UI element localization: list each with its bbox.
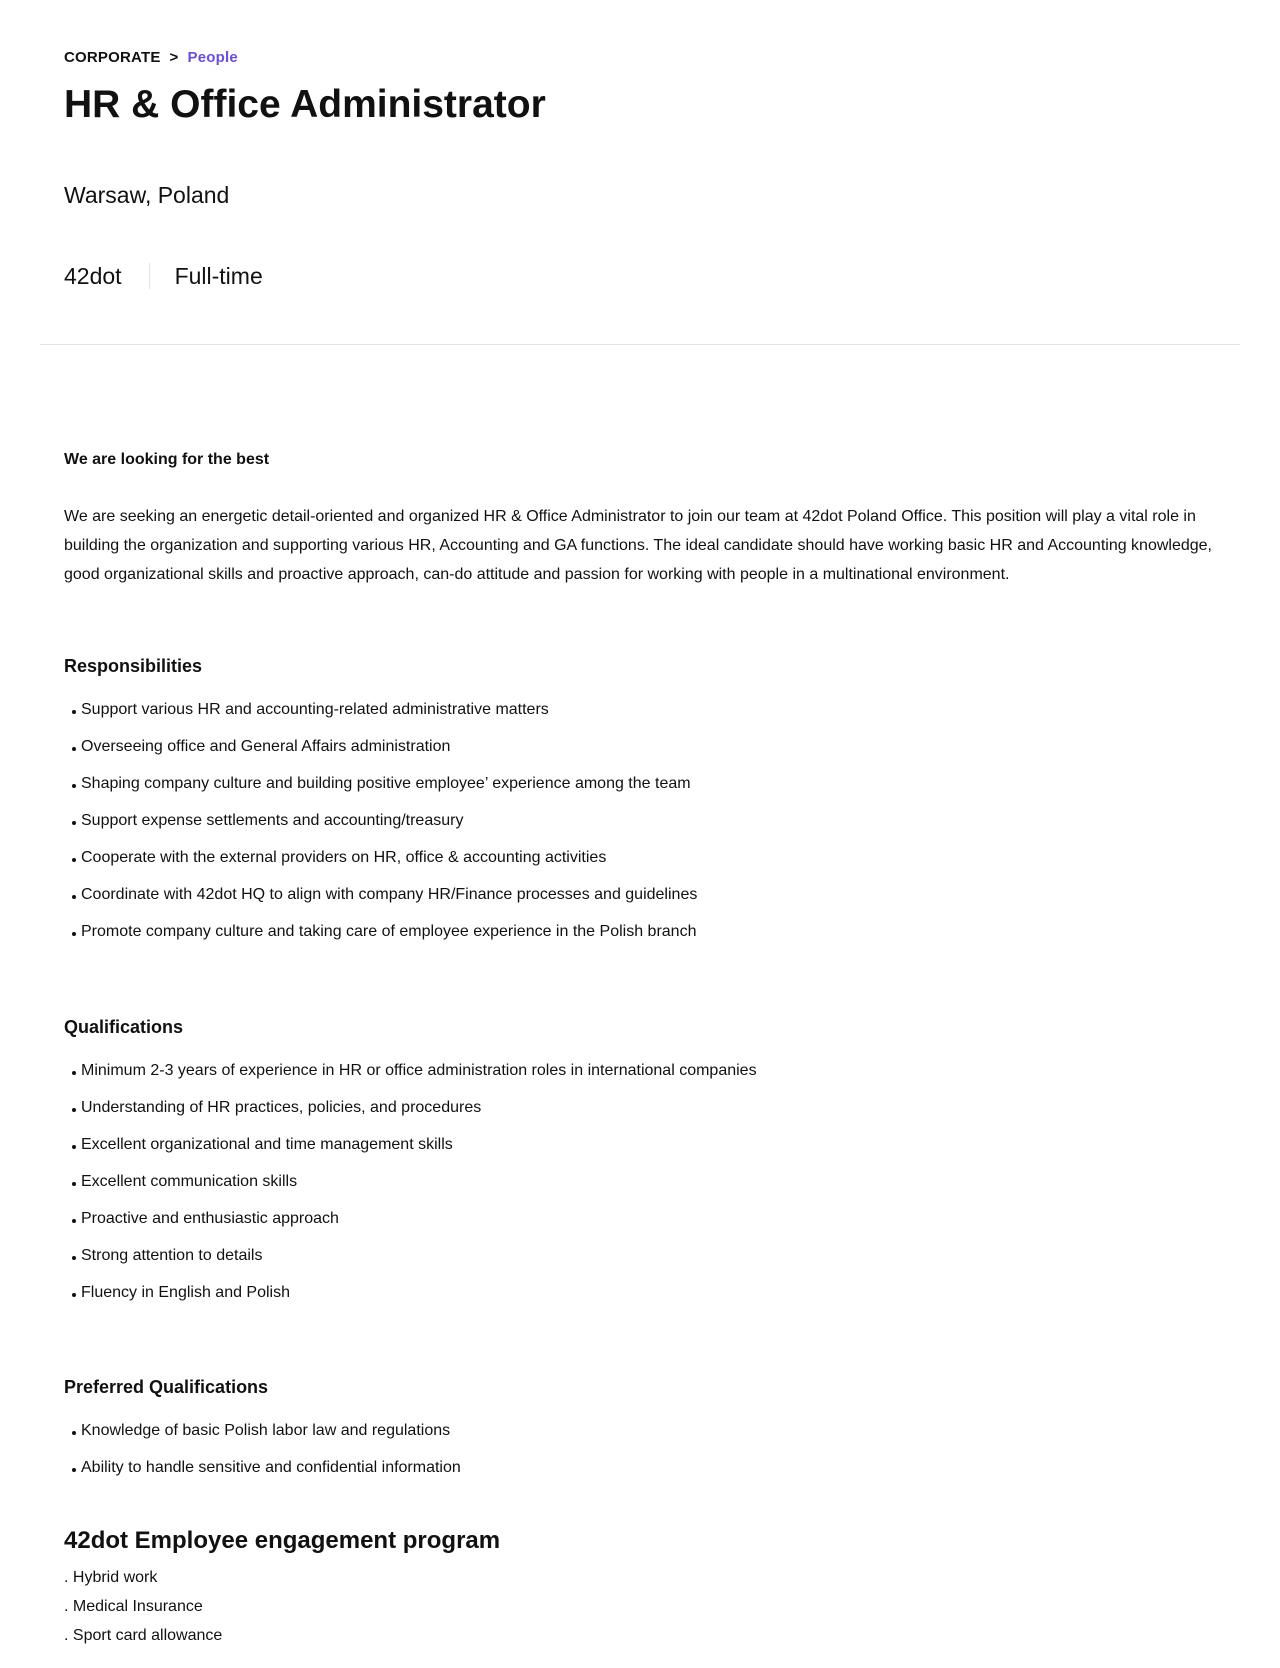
- list-item: . Sport card allowance: [64, 1627, 223, 1644]
- list-item: Shaping company culture and building positive employee’ experience among the team: [64, 773, 697, 795]
- job-meta: [64, 262, 263, 290]
- list-item: Promote company culture and taking care of employee experience in the Polish branch: [64, 921, 697, 943]
- list-item: Understanding of HR practices, policies, and procedures: [64, 1097, 757, 1119]
- list-item: Fluency in English and Polish: [64, 1282, 757, 1304]
- list-item: Proactive and enthusiastic approach: [64, 1208, 757, 1230]
- list-item: Knowledge of basic Polish labor law and regulations: [64, 1420, 461, 1442]
- responsibilities-heading: Responsibilities: [64, 656, 203, 676]
- list-item: Minimum 2-3 years of experience in HR or office administration roles in international companies: [64, 1060, 757, 1082]
- list-item: Coordinate with 42dot HQ to align with company HR/Finance processes and guidelines: [64, 884, 697, 906]
- qualifications-heading: Qualifications: [64, 1017, 184, 1037]
- list-item: Cooperate with the external providers on HR, office & accounting activities: [64, 847, 697, 869]
- list-item: Strong attention to details: [64, 1245, 757, 1267]
- intro-paragraph: We are seeking an energetic detail-oriented and organized HR & Office Administrator to join our team at 42dot Poland Office. This position will play a vital role in building the organization and supporting various HR, Accounting and GA functions. The ideal candidate should have working basic HR and Accounting knowledge, good organizational skills and proactive approach, can-do attitude and passion for working with people in a multinational environment.: [64, 508, 1212, 583]
- breadcrumb-corporate-link[interactable]: CORPORATE: [64, 49, 161, 66]
- breadcrumb-separator-icon: >: [169, 49, 179, 66]
- preferred-qualifications-heading: Preferred Qualifications: [64, 1377, 269, 1397]
- job-title: HR & Office Administrator: [64, 83, 546, 126]
- qualifications-list: [64, 1060, 757, 1319]
- responsibilities-list: [64, 699, 697, 958]
- list-item: Support various HR and accounting-related administrative matters: [64, 699, 697, 721]
- list-item: Excellent organizational and time management skills: [64, 1134, 757, 1156]
- breadcrumb-people-link[interactable]: People: [187, 49, 238, 66]
- intro-heading: We are looking for the best: [64, 451, 270, 468]
- employment-type: Full-time: [174, 263, 263, 289]
- job-location: Warsaw, Poland: [64, 182, 230, 208]
- meta-divider: [149, 263, 150, 289]
- preferred-qualifications-list: [64, 1420, 461, 1494]
- benefits-list: [64, 1563, 222, 1650]
- breadcrumb: [64, 49, 238, 66]
- list-item: Ability to handle sensitive and confidential information: [64, 1457, 461, 1479]
- list-item: Excellent communication skills: [64, 1171, 757, 1193]
- list-item: . Medical Insurance: [64, 1598, 203, 1615]
- company-name: 42dot: [64, 263, 122, 289]
- benefits-heading: 42dot Employee engagement program: [64, 1527, 501, 1554]
- list-item: . Hybrid work: [64, 1569, 158, 1586]
- header-divider: [40, 344, 1240, 345]
- list-item: Support expense settlements and accounting/treasury: [64, 810, 697, 832]
- list-item: Overseeing office and General Affairs administration: [64, 736, 697, 758]
